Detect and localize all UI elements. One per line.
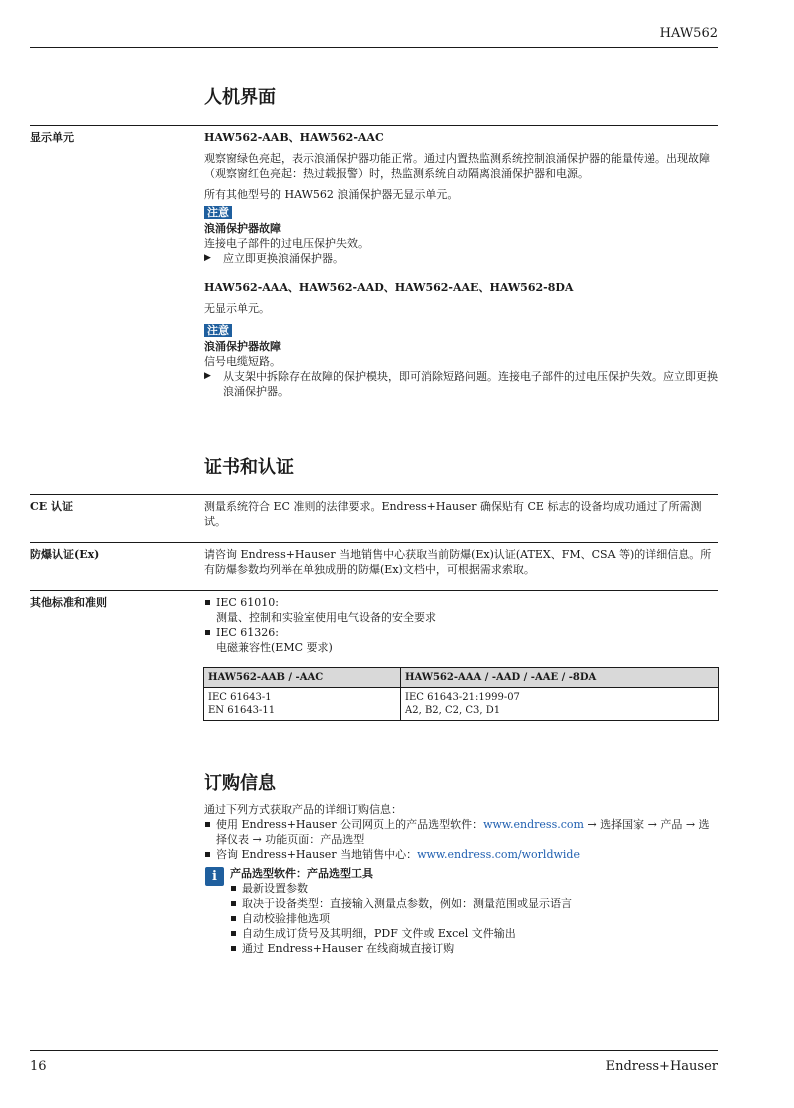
list-item: 通过 Endress+Hauser 在线商城直接订购: [230, 941, 718, 956]
display-unit-content: [204, 130, 718, 399]
notice1-action: [204, 251, 718, 266]
section-rule-hmi: [30, 125, 718, 126]
footer-rule: [30, 1050, 718, 1051]
ordering-content: [204, 802, 718, 956]
standard-code: IEC 61010:: [216, 596, 279, 609]
endress-link[interactable]: www.endress.com: [483, 818, 584, 831]
info-icon: i: [205, 867, 224, 886]
group2-models: HAW562-AAA、HAW562-AAD、HAW562-AAE、HAW562-8DA: [204, 281, 574, 294]
ex-text: 请咨询 Endress+Hauser 当地销售中心获取当前防爆(Ex)认证(ATEX、FM、CSA 等)的详细信息。所有防爆参数均列举在单独成册的防爆(Ex)文档中，可根据需求索取。: [204, 548, 712, 576]
other-standards-list: [204, 595, 718, 655]
standard-desc: 电磁兼容性(EMC 要求): [216, 641, 333, 654]
doc-id: HAW562: [659, 26, 718, 41]
standard-code: IEC 61326:: [216, 626, 279, 639]
section-title-certs: 证书和认证: [204, 457, 294, 478]
notice1-title: 浪涌保护器故障: [204, 222, 281, 235]
group2-text: 无显示单元。: [204, 302, 270, 315]
notice-badge-2: 注意: [204, 324, 232, 337]
list-item: 自动生成订货号及其明细，PDF 文件或 Excel 文件输出: [230, 926, 718, 941]
notice1-text: 连接电子部件的过电压保护失效。: [204, 237, 369, 250]
table-header-row: [204, 668, 719, 688]
ex-rule: [30, 542, 718, 543]
list-item: [204, 625, 718, 655]
list-item: 最新设置参数: [230, 881, 718, 896]
ordering-item1-text: 使用 Endress+Hauser 公司网页上的产品选型软件：: [216, 818, 484, 831]
arrow-icon: ▶: [204, 253, 211, 263]
table-row: [204, 688, 719, 721]
display-unit-label: 显示单元: [30, 131, 74, 144]
table-cell: [204, 688, 401, 721]
info-title: 产品选型软件：产品选型工具: [230, 867, 373, 880]
arrow-icon: ▶: [204, 371, 211, 381]
notice2-title: 浪涌保护器故障: [204, 340, 281, 353]
section-title-hmi: 人机界面: [204, 87, 276, 108]
other-standards-label: 其他标准和准则: [30, 596, 107, 609]
page-number: 16: [30, 1059, 47, 1074]
standard-desc: 测量、控制和实验室使用电气设备的安全要求: [216, 611, 436, 624]
ordering-item1-suffix: → 选择国家 → 产品 → 选择仪表 → 功能页面：产品选型: [216, 818, 710, 846]
ce-label: CE 认证: [30, 500, 73, 513]
table-cell: [401, 688, 719, 721]
table-header-cell: HAW562-AAB / -AAC: [204, 668, 401, 688]
list-item: [204, 817, 718, 847]
notice2-action: [204, 369, 718, 399]
cell-line: IEC 61643-21:1999-07: [405, 692, 520, 703]
notice1-action-text: 应立即更换浪涌保护器。: [223, 252, 344, 265]
cell-line: EN 61643-11: [208, 705, 276, 716]
notice2-action-text: 从支架中拆除存在故障的保护模块，即可消除短路问题。连接电子部件的过电压保护失效。应立即更换浪涌保护器。: [223, 370, 718, 398]
ce-text: 测量系统符合 EC 准则的法律要求。Endress+Hauser 确保贴有 CE 标志的设备均成功通过了所需测试。: [204, 500, 702, 528]
notice-badge-1: 注意: [204, 206, 232, 219]
footer-brand: Endress+Hauser: [605, 1059, 718, 1074]
cell-line: IEC 61643-1: [208, 692, 272, 703]
other-rule: [30, 590, 718, 591]
ordering-intro: 通过下列方式获取产品的详细订购信息：: [204, 803, 402, 816]
info-block: [204, 866, 718, 956]
cell-line: A2, B2, C2, C3, D1: [405, 705, 501, 716]
group1-models: HAW562-AAB、HAW562-AAC: [204, 131, 384, 144]
group1-text2: 所有其他型号的 HAW562 浪涌保护器无显示单元。: [204, 188, 459, 201]
worldwide-link[interactable]: www.endress.com/worldwide: [417, 848, 580, 861]
standards-table: [203, 667, 719, 721]
notice2-text: 信号电缆短路。: [204, 355, 281, 368]
list-item: 取决于设备类型：直接输入测量点参数，例如：测量范围或显示语言: [230, 896, 718, 911]
list-item: [204, 847, 718, 862]
section-title-ordering: 订购信息: [204, 773, 276, 794]
header-rule: [30, 47, 718, 48]
list-item: [204, 595, 718, 625]
ex-label: 防爆认证(Ex): [30, 548, 100, 561]
list-item: 自动校验排他选项: [230, 911, 718, 926]
section-rule-certs: [30, 494, 718, 495]
ordering-item2-text: 咨询 Endress+Hauser 当地销售中心：: [216, 848, 418, 861]
group1-text1: 观察窗绿色亮起，表示浪涌保护器功能正常。通过内置热监测系统控制浪涌保护器的能量传递。出现故障（观察窗红色亮起：热过载报警）时，热监测系统自动隔离浪涌保护器和电源。: [204, 152, 710, 180]
table-header-cell: HAW562-AAA / -AAD / -AAE / -8DA: [401, 668, 719, 688]
